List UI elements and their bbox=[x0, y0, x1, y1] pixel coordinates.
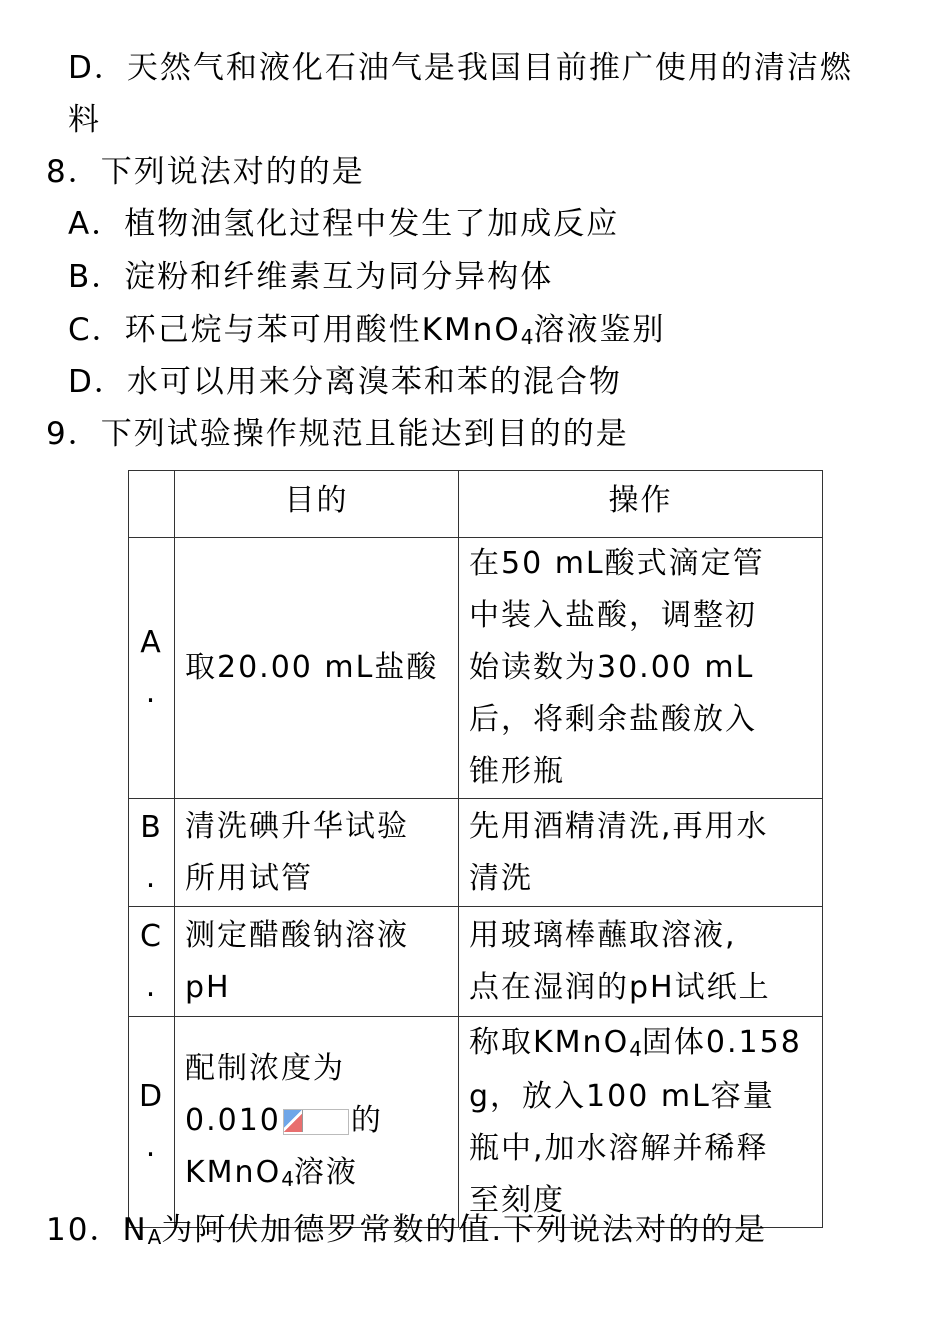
row-purpose-b bbox=[175, 799, 459, 907]
header-purpose: 目的 bbox=[175, 471, 459, 538]
purpose-line: 配制浓度为 bbox=[185, 1051, 345, 1086]
operation-line bbox=[469, 1017, 812, 1071]
operation-text-end: 固体0.158 bbox=[641, 1025, 802, 1060]
operation-line: 先用酒精清洗,再用水 bbox=[469, 808, 769, 844]
q8-option-c bbox=[68, 310, 666, 353]
purpose-text-end: 的 bbox=[350, 1103, 383, 1138]
q10-stem-text-end: 为阿伏加德罗常数的值.下列说法对的的是 bbox=[161, 1212, 768, 1248]
q8-option-c-subscript: 4 bbox=[520, 325, 534, 349]
row-label-letter: C bbox=[140, 918, 163, 954]
table-row bbox=[129, 538, 823, 799]
operation-line: 瓶中,加水溶解并稀释 bbox=[469, 1131, 769, 1166]
q10-stem-text: 10．N bbox=[46, 1212, 148, 1248]
row-label-dot: . bbox=[145, 859, 158, 895]
row-operation-c bbox=[459, 907, 823, 1017]
row-purpose-a: 取20.00 mL盐酸 bbox=[175, 538, 459, 799]
table-row bbox=[129, 1017, 823, 1228]
q10-subscript: A bbox=[147, 1225, 162, 1249]
header-label-cell bbox=[129, 471, 175, 538]
row-operation-b bbox=[459, 799, 823, 907]
q8-option-b: B．淀粉和纤维素互为同分异构体 bbox=[68, 259, 554, 295]
purpose-line bbox=[185, 1147, 448, 1201]
table-header-row bbox=[129, 471, 823, 538]
row-label-d bbox=[129, 1017, 175, 1228]
operation-subscript: 4 bbox=[629, 1037, 642, 1061]
row-operation-a bbox=[459, 538, 823, 799]
purpose-text: KMnO bbox=[185, 1155, 282, 1190]
operation-line: 后，将剩余盐酸放入 bbox=[469, 702, 757, 737]
operation-line: 用玻璃棒蘸取溶液, bbox=[469, 917, 737, 953]
operation-line: 中装入盐酸，调整初 bbox=[469, 598, 757, 633]
row-label-letter: A bbox=[140, 625, 163, 660]
row-label-letter: B bbox=[140, 809, 163, 845]
q8-option-c-text-end: 溶液鉴别 bbox=[533, 312, 666, 348]
q9-table bbox=[128, 470, 823, 1228]
purpose-line: 所用试管 bbox=[185, 860, 313, 896]
q8-option-c-text: C．环己烷与苯可用酸性KMnO bbox=[68, 312, 521, 348]
row-label-letter: D bbox=[138, 1079, 165, 1114]
operation-line: 始读数为30.00 mL bbox=[469, 650, 755, 685]
operation-line: 在50 mL酸式滴定管 bbox=[469, 546, 765, 581]
purpose-subscript: 4 bbox=[281, 1167, 294, 1191]
q10-stem bbox=[46, 1210, 767, 1253]
row-label-dot: . bbox=[145, 675, 158, 710]
purpose-line: pH bbox=[185, 969, 231, 1005]
purpose-text: 0.010 bbox=[185, 1103, 281, 1138]
row-label-a bbox=[129, 538, 175, 799]
table-row bbox=[129, 907, 823, 1017]
broken-image-icon bbox=[283, 1109, 349, 1135]
operation-line: 清洗 bbox=[469, 860, 533, 896]
image-placeholder-glyph bbox=[284, 1110, 303, 1132]
q8-stem: 8．下列说法对的的是 bbox=[46, 154, 365, 190]
row-label-dot: . bbox=[145, 1129, 158, 1164]
row-operation-d bbox=[459, 1017, 823, 1228]
header-operation: 操作 bbox=[459, 471, 823, 538]
table-row bbox=[129, 799, 823, 907]
operation-line: 点在湿润的pH试纸上 bbox=[469, 969, 771, 1005]
q8-option-d: D．水可以用来分离溴苯和苯的混合物 bbox=[68, 364, 622, 400]
row-label-dot: . bbox=[145, 968, 158, 1004]
row-label-b bbox=[129, 799, 175, 907]
q8-option-a: A．植物油氢化过程中发生了加成反应 bbox=[68, 206, 620, 242]
row-purpose-c bbox=[175, 907, 459, 1017]
q7-option-d-line1: D．天然气和液化石油气是我国目前推广使用的清洁燃 bbox=[68, 50, 853, 86]
operation-line: 至刻度 bbox=[469, 1183, 565, 1218]
purpose-line: 清洗碘升华试验 bbox=[185, 808, 409, 844]
operation-line: 锥形瓶 bbox=[469, 754, 565, 789]
operation-line: g，放入100 mL容量 bbox=[469, 1079, 775, 1114]
purpose-text-end: 溶液 bbox=[293, 1155, 358, 1190]
operation-text: 称取KMnO bbox=[469, 1025, 630, 1060]
purpose-line bbox=[185, 1095, 448, 1147]
q9-stem: 9．下列试验操作规范且能达到目的的是 bbox=[46, 416, 629, 452]
row-purpose-d bbox=[175, 1017, 459, 1228]
q7-option-d-line2: 料 bbox=[68, 102, 101, 138]
purpose-line: 测定醋酸钠溶液 bbox=[185, 917, 409, 953]
row-label-c bbox=[129, 907, 175, 1017]
